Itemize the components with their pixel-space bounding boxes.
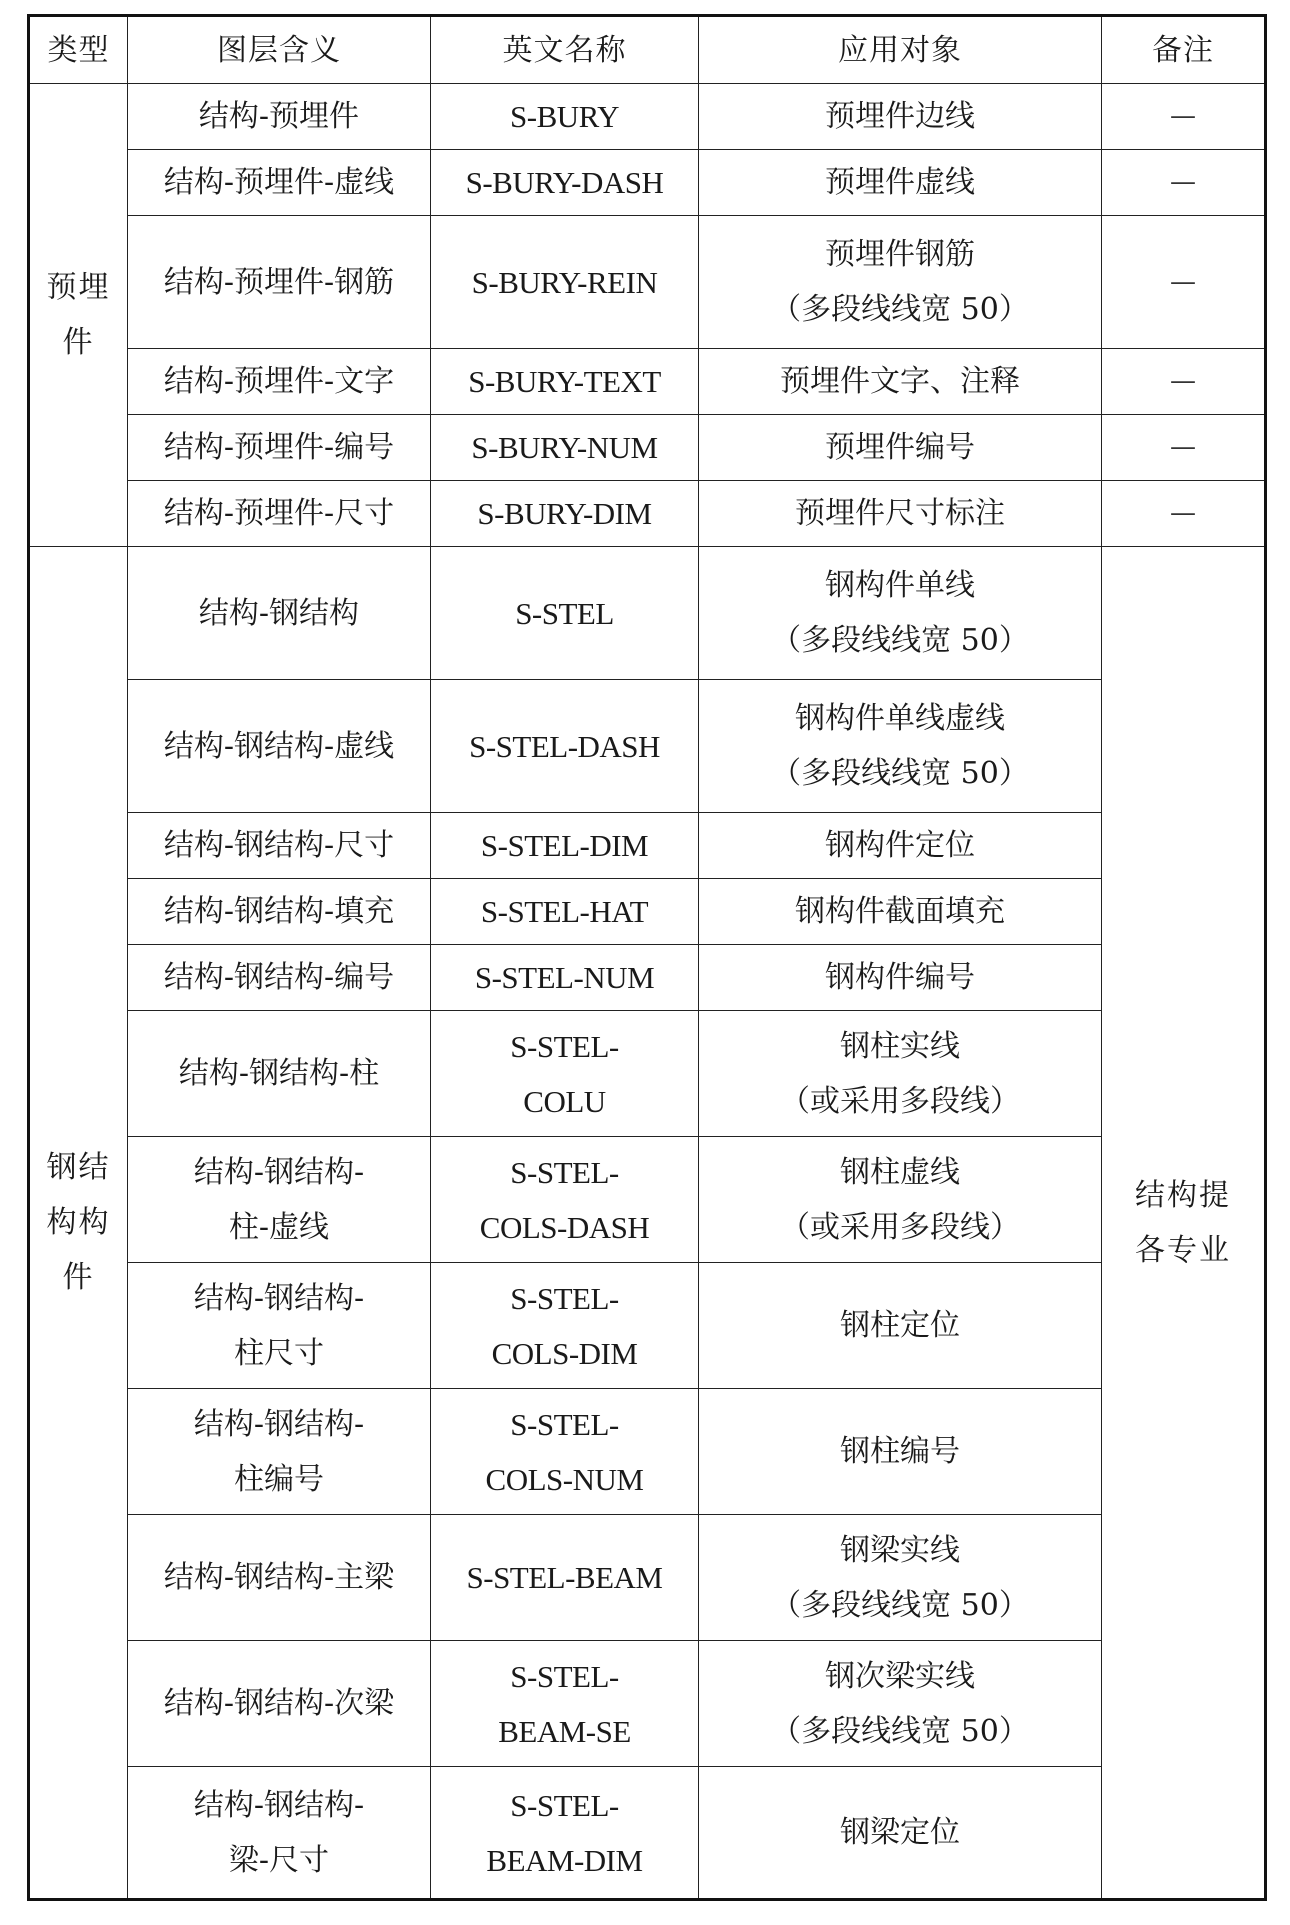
table-row <box>29 1137 1266 1263</box>
meaning-cell: 结构-预埋件 <box>128 84 431 150</box>
meaning-cell <box>128 1263 431 1389</box>
usage-line: 预埋件钢筋 <box>825 237 975 272</box>
english-cell: S-BURY-TEXT <box>431 349 699 415</box>
table-row <box>29 216 1266 349</box>
usage-cell <box>699 680 1102 813</box>
meaning-line: 柱尺寸 <box>234 1335 324 1371</box>
english-line: S-STEL- <box>510 1406 619 1442</box>
english-cell <box>431 1137 699 1263</box>
table-row <box>29 813 1266 879</box>
remark-cell-steel <box>1102 547 1266 1900</box>
table-row <box>29 1641 1266 1767</box>
usage-cell <box>699 216 1102 349</box>
usage-cell: 钢构件编号 <box>699 945 1102 1011</box>
meaning-line: 柱编号 <box>234 1461 324 1497</box>
table-row <box>29 415 1266 481</box>
meaning-line: 梁-尺寸 <box>228 1842 330 1878</box>
meaning-cell <box>128 1137 431 1263</box>
usage-cell <box>699 1641 1102 1767</box>
usage-cell: 预埋件编号 <box>699 415 1102 481</box>
table-row <box>29 945 1266 1011</box>
table-row <box>29 680 1266 813</box>
category-line: 预埋 <box>46 270 111 305</box>
category-line: 件 <box>62 325 95 360</box>
usage-cell: 预埋件边线 <box>699 84 1102 150</box>
table-row <box>29 1389 1266 1515</box>
usage-line: （或采用多段线） <box>780 1209 1020 1245</box>
category-line: 件 <box>62 1260 95 1295</box>
meaning-cell <box>128 1767 431 1900</box>
usage-line: 钢构件单线虚线 <box>795 701 1005 736</box>
english-line: COLU <box>523 1083 606 1119</box>
header-meaning: 图层含义 <box>128 16 431 84</box>
table-row <box>29 481 1266 547</box>
meaning-line: 结构-钢结构- <box>193 1406 365 1442</box>
usage-cell: 预埋件文字、注释 <box>699 349 1102 415</box>
english-cell <box>431 1263 699 1389</box>
table-row <box>29 84 1266 150</box>
meaning-cell: 结构-钢结构-柱 <box>128 1011 431 1137</box>
meaning-cell: 结构-钢结构-主梁 <box>128 1515 431 1641</box>
meaning-cell <box>128 1389 431 1515</box>
usage-line: 钢次梁实线 <box>825 1658 975 1694</box>
usage-cell: 钢柱定位 <box>699 1263 1102 1389</box>
table-row <box>29 150 1266 216</box>
english-line: COLS-NUM <box>485 1461 644 1497</box>
remark-line: 各专业 <box>1135 1232 1231 1268</box>
usage-line: （多段线线宽 50） <box>771 292 1029 327</box>
category-line: 构构 <box>46 1205 111 1240</box>
table-row <box>29 1263 1266 1389</box>
meaning-cell: 结构-钢结构-虚线 <box>128 680 431 813</box>
remark-line: 结构提 <box>1135 1177 1231 1213</box>
usage-cell: 钢构件截面填充 <box>699 879 1102 945</box>
meaning-line: 柱-虚线 <box>228 1209 330 1245</box>
usage-cell <box>699 1011 1102 1137</box>
meaning-cell: 结构-预埋件-钢筋 <box>128 216 431 349</box>
usage-cell: 钢构件定位 <box>699 813 1102 879</box>
header-english: 英文名称 <box>431 16 699 84</box>
meaning-cell: 结构-预埋件-虚线 <box>128 150 431 216</box>
remark-cell: — <box>1102 216 1266 349</box>
english-cell <box>431 1641 699 1767</box>
usage-line: 钢柱虚线 <box>840 1154 960 1190</box>
usage-cell: 钢柱编号 <box>699 1389 1102 1515</box>
meaning-cell: 结构-钢结构-尺寸 <box>128 813 431 879</box>
remark-cell: — <box>1102 84 1266 150</box>
usage-line: （多段线线宽 50） <box>771 1587 1029 1623</box>
usage-line: 钢构件单线 <box>825 568 975 603</box>
english-cell: S-STEL-NUM <box>431 945 699 1011</box>
layer-table-container <box>27 14 1267 1901</box>
table-row <box>29 1515 1266 1641</box>
category-cell-steel <box>29 547 128 1900</box>
table-row <box>29 349 1266 415</box>
usage-line: （多段线线宽 50） <box>771 1713 1029 1749</box>
meaning-cell: 结构-钢结构-次梁 <box>128 1641 431 1767</box>
usage-line: 钢柱实线 <box>840 1028 960 1064</box>
remark-cell: — <box>1102 349 1266 415</box>
remark-cell: — <box>1102 415 1266 481</box>
english-line: S-STEL- <box>510 1658 619 1694</box>
remark-cell: — <box>1102 481 1266 547</box>
meaning-line: 结构-钢结构- <box>193 1154 365 1190</box>
meaning-cell: 结构-钢结构-编号 <box>128 945 431 1011</box>
usage-line: （多段线线宽 50） <box>771 756 1029 791</box>
english-cell: S-STEL-BEAM <box>431 1515 699 1641</box>
usage-cell <box>699 547 1102 680</box>
layer-table <box>27 14 1267 1901</box>
table-row <box>29 1011 1266 1137</box>
english-line: COLS-DIM <box>491 1335 638 1371</box>
english-cell: S-STEL-DASH <box>431 680 699 813</box>
meaning-cell: 结构-预埋件-编号 <box>128 415 431 481</box>
english-cell <box>431 1011 699 1137</box>
english-cell: S-BURY-DIM <box>431 481 699 547</box>
usage-cell <box>699 1137 1102 1263</box>
table-row <box>29 547 1266 680</box>
english-line: S-STEL- <box>510 1028 619 1064</box>
header-remark: 备注 <box>1102 16 1266 84</box>
category-cell-embedded <box>29 84 128 547</box>
english-cell: S-BURY-NUM <box>431 415 699 481</box>
header-usage: 应用对象 <box>699 16 1102 84</box>
header-type: 类型 <box>29 16 128 84</box>
meaning-cell: 结构-预埋件-尺寸 <box>128 481 431 547</box>
english-cell: S-STEL-HAT <box>431 879 699 945</box>
usage-cell: 预埋件虚线 <box>699 150 1102 216</box>
english-cell: S-BURY-DASH <box>431 150 699 216</box>
english-cell <box>431 1767 699 1900</box>
english-cell <box>431 1389 699 1515</box>
usage-line: （或采用多段线） <box>780 1083 1020 1119</box>
meaning-line: 结构-钢结构- <box>193 1787 365 1823</box>
english-cell: S-STEL <box>431 547 699 680</box>
remark-cell: — <box>1102 150 1266 216</box>
table-row <box>29 879 1266 945</box>
english-line: S-STEL- <box>510 1154 619 1190</box>
english-line: S-STEL- <box>510 1280 619 1316</box>
english-line: S-STEL- <box>510 1787 619 1823</box>
header-row <box>29 16 1266 84</box>
usage-cell: 钢梁定位 <box>699 1767 1102 1900</box>
table-row <box>29 1767 1266 1900</box>
english-line: COLS-DASH <box>479 1209 650 1245</box>
usage-cell: 预埋件尺寸标注 <box>699 481 1102 547</box>
english-cell: S-BURY <box>431 84 699 150</box>
meaning-cell: 结构-钢结构 <box>128 547 431 680</box>
meaning-cell: 结构-钢结构-填充 <box>128 879 431 945</box>
meaning-cell: 结构-预埋件-文字 <box>128 349 431 415</box>
english-cell: S-STEL-DIM <box>431 813 699 879</box>
meaning-line: 结构-钢结构- <box>193 1280 365 1316</box>
english-line: BEAM-SE <box>498 1713 631 1749</box>
usage-cell <box>699 1515 1102 1641</box>
english-line: BEAM-DIM <box>486 1842 643 1878</box>
category-line: 钢结 <box>46 1150 111 1185</box>
usage-line: （多段线线宽 50） <box>771 623 1029 658</box>
english-cell: S-BURY-REIN <box>431 216 699 349</box>
usage-line: 钢梁实线 <box>840 1532 960 1568</box>
